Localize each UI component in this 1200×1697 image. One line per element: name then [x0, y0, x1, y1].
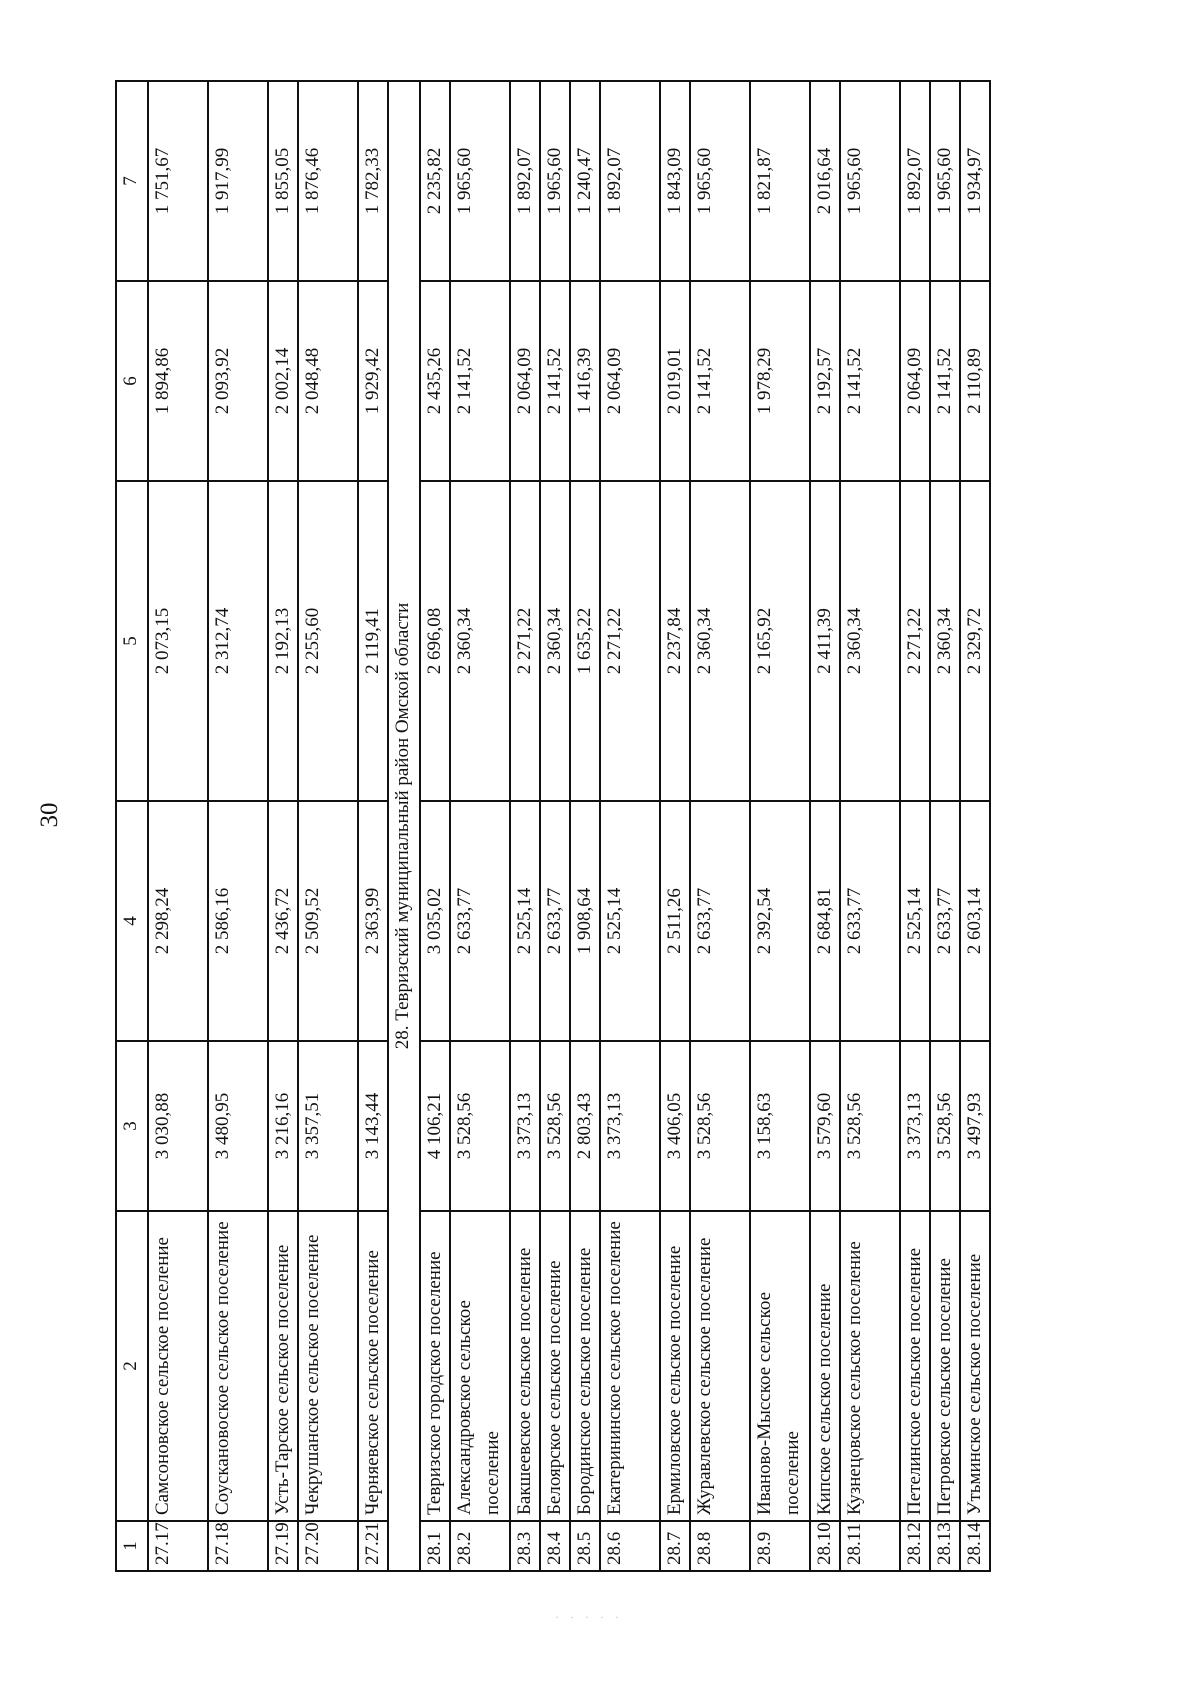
row-number: 27.21	[358, 1521, 388, 1571]
value-col-4: 2 525,14	[900, 801, 930, 1041]
value-col-5: 2 192,13	[268, 481, 298, 801]
value-col-6: 2 002,14	[268, 281, 298, 481]
rotated-table-container	[115, 82, 1065, 1572]
value-col-5: 2 360,34	[930, 481, 960, 801]
settlement-name: Петелинское сельское поселение	[900, 1211, 930, 1521]
value-col-5: 2 329,72	[960, 481, 990, 801]
settlement-name: Утьминское сельское поселение	[960, 1211, 990, 1521]
settlement-name: Петровское сельское поселение	[930, 1211, 960, 1521]
value-col-4: 2 525,14	[510, 801, 540, 1041]
value-col-3: 3 357,51	[298, 1041, 358, 1211]
value-col-6: 1 929,42	[358, 281, 388, 481]
value-col-5: 2 271,22	[510, 481, 540, 801]
value-col-3: 2 803,43	[570, 1041, 600, 1211]
value-col-4: 2 633,77	[930, 801, 960, 1041]
settlement-name: Белоярское сельское поселение	[540, 1211, 570, 1521]
row-number: 28.9	[750, 1521, 810, 1571]
value-col-4: 2 511,26	[660, 801, 690, 1041]
value-col-4: 2 509,52	[298, 801, 358, 1041]
value-col-4: 2 603,14	[960, 801, 990, 1041]
row-number: 28.1	[420, 1521, 450, 1571]
value-col-4: 2 363,99	[358, 801, 388, 1041]
value-col-4: 2 392,54	[750, 801, 810, 1041]
header-cell-3: 3	[116, 1041, 148, 1211]
row-number: 28.11	[840, 1521, 900, 1571]
table-row	[298, 81, 358, 1571]
value-col-5: 2 119,41	[358, 481, 388, 801]
value-col-3: 3 158,63	[750, 1041, 810, 1211]
header-cell-5: 5	[116, 481, 148, 801]
table-row	[570, 81, 600, 1571]
value-col-5: 2 312,74	[208, 481, 268, 801]
header-cell-6: 6	[116, 281, 148, 481]
table-row	[930, 81, 960, 1571]
value-col-3: 3 528,56	[930, 1041, 960, 1211]
value-col-4: 3 035,02	[420, 801, 450, 1041]
row-number: 28.14	[960, 1521, 990, 1571]
row-number: 28.4	[540, 1521, 570, 1571]
row-number: 27.17	[148, 1521, 208, 1571]
value-col-4: 2 633,77	[840, 801, 900, 1041]
value-col-4: 2 633,77	[540, 801, 570, 1041]
settlement-name: Черняевское сельское поселение	[358, 1211, 388, 1521]
value-col-6: 2 064,09	[600, 281, 660, 481]
table-row	[540, 81, 570, 1571]
value-col-3: 3 480,95	[208, 1041, 268, 1211]
value-col-3: 3 497,93	[960, 1041, 990, 1211]
table-row	[148, 81, 208, 1571]
value-col-5: 2 411,39	[810, 481, 840, 801]
row-number: 28.5	[570, 1521, 600, 1571]
value-col-5: 2 360,34	[840, 481, 900, 801]
table-row	[600, 81, 660, 1571]
settlement-name: Бородинское сельское поселение	[570, 1211, 600, 1521]
value-col-7: 1 751,67	[148, 81, 208, 281]
value-col-4: 2 684,81	[810, 801, 840, 1041]
value-col-5: 2 255,60	[298, 481, 358, 801]
table-row	[208, 81, 268, 1571]
row-number: 28.12	[900, 1521, 930, 1571]
row-number: 28.8	[690, 1521, 750, 1571]
page-number: 30	[36, 802, 63, 828]
value-col-7: 1 892,07	[510, 81, 540, 281]
value-col-6: 1 416,39	[570, 281, 600, 481]
value-col-3: 3 373,13	[600, 1041, 660, 1211]
value-col-3: 3 406,05	[660, 1041, 690, 1211]
value-col-7: 1 917,99	[208, 81, 268, 281]
table-row	[660, 81, 690, 1571]
value-col-6: 2 019,01	[660, 281, 690, 481]
section-title: 28. Тевризский муниципальный район Омской области	[388, 81, 420, 1571]
header-row	[116, 81, 148, 1571]
value-col-7: 1 934,97	[960, 81, 990, 281]
value-col-7: 1 965,60	[930, 81, 960, 281]
header-cell-7: 7	[116, 81, 148, 281]
table-row	[690, 81, 750, 1571]
value-col-6: 2 093,92	[208, 281, 268, 481]
value-col-3: 3 528,56	[450, 1041, 510, 1211]
value-col-7: 1 965,60	[540, 81, 570, 281]
table-row	[840, 81, 900, 1571]
table-row	[750, 81, 810, 1571]
value-col-7: 1 843,09	[660, 81, 690, 281]
table-row	[450, 81, 510, 1571]
row-number: 27.20	[298, 1521, 358, 1571]
value-col-6: 2 141,52	[930, 281, 960, 481]
value-col-6: 2 064,09	[900, 281, 930, 481]
value-col-6: 2 141,52	[450, 281, 510, 481]
value-col-6: 2 141,52	[840, 281, 900, 481]
table-body	[116, 81, 990, 1571]
settlement-name: Иваново-Мысское сельское поселение	[750, 1211, 810, 1521]
value-col-7: 2 016,64	[810, 81, 840, 281]
row-number: 27.18	[208, 1521, 268, 1571]
settlement-name: Самсоновское сельское поселение	[148, 1211, 208, 1521]
value-col-5: 2 360,34	[450, 481, 510, 801]
settlement-name: Чекрушанское сельское поселение	[298, 1211, 358, 1521]
settlement-name: Кипское сельское поселение	[810, 1211, 840, 1521]
value-col-7: 1 821,87	[750, 81, 810, 281]
scan-artifact: · · · · ·	[555, 1610, 623, 1624]
value-col-5: 1 635,22	[570, 481, 600, 801]
value-col-4: 2 633,77	[690, 801, 750, 1041]
value-col-3: 3 373,13	[510, 1041, 540, 1211]
value-col-6: 1 894,86	[148, 281, 208, 481]
value-col-6: 1 978,29	[750, 281, 810, 481]
row-number: 28.7	[660, 1521, 690, 1571]
value-col-5: 2 073,15	[148, 481, 208, 801]
value-col-5: 2 360,34	[540, 481, 570, 801]
value-col-4: 1 908,64	[570, 801, 600, 1041]
value-col-7: 2 235,82	[420, 81, 450, 281]
value-col-6: 2 064,09	[510, 281, 540, 481]
table-row	[810, 81, 840, 1571]
value-col-5: 2 165,92	[750, 481, 810, 801]
settlement-name: Усть-Тарское сельское поселение	[268, 1211, 298, 1521]
value-col-3: 3 143,44	[358, 1041, 388, 1211]
value-col-4: 2 586,16	[208, 801, 268, 1041]
value-col-3: 3 373,13	[900, 1041, 930, 1211]
value-col-7: 1 965,60	[840, 81, 900, 281]
value-col-7: 1 240,47	[570, 81, 600, 281]
value-col-3: 3 579,60	[810, 1041, 840, 1211]
value-col-3: 3 216,16	[268, 1041, 298, 1211]
value-col-5: 2 271,22	[600, 481, 660, 801]
value-col-3: 4 106,21	[420, 1041, 450, 1211]
settlement-name: Александровское сельское поселение	[450, 1211, 510, 1521]
value-col-5: 2 360,34	[690, 481, 750, 801]
value-col-6: 2 048,48	[298, 281, 358, 481]
value-col-4: 2 633,77	[450, 801, 510, 1041]
row-number: 28.3	[510, 1521, 540, 1571]
value-col-7: 1 965,60	[690, 81, 750, 281]
value-col-7: 1 965,60	[450, 81, 510, 281]
value-col-7: 1 876,46	[298, 81, 358, 281]
value-col-3: 3 528,56	[690, 1041, 750, 1211]
value-col-7: 1 855,05	[268, 81, 298, 281]
row-number: 28.10	[810, 1521, 840, 1571]
value-col-4: 2 436,72	[268, 801, 298, 1041]
table-row	[358, 81, 388, 1571]
value-col-6: 2 435,26	[420, 281, 450, 481]
table-row	[510, 81, 540, 1571]
table-row	[960, 81, 990, 1571]
value-col-5: 2 237,84	[660, 481, 690, 801]
table-row	[420, 81, 450, 1571]
header-cell-2: 2	[116, 1211, 148, 1521]
value-col-3: 3 030,88	[148, 1041, 208, 1211]
row-number: 27.19	[268, 1521, 298, 1571]
section-row	[388, 81, 420, 1571]
value-col-6: 2 192,57	[810, 281, 840, 481]
settlement-name: Екатерининское сельское поселение	[600, 1211, 660, 1521]
header-cell-4: 4	[116, 801, 148, 1041]
value-col-7: 1 782,33	[358, 81, 388, 281]
value-col-5: 2 271,22	[900, 481, 930, 801]
value-col-6: 2 110,89	[960, 281, 990, 481]
row-number: 28.2	[450, 1521, 510, 1571]
tariff-table	[115, 80, 991, 1572]
value-col-5: 2 696,08	[420, 481, 450, 801]
settlement-name: Бакшеевское сельское поселение	[510, 1211, 540, 1521]
value-col-3: 3 528,56	[540, 1041, 570, 1211]
row-number: 28.13	[930, 1521, 960, 1571]
settlement-name: Соусканово​ское сельское поселение	[208, 1211, 268, 1521]
rotated-table-wrapper	[115, 82, 1065, 1572]
value-col-6: 2 141,52	[540, 281, 570, 481]
value-col-4: 2 298,24	[148, 801, 208, 1041]
value-col-3: 3 528,56	[840, 1041, 900, 1211]
table-row	[268, 81, 298, 1571]
value-col-7: 1 892,07	[900, 81, 930, 281]
table-row	[900, 81, 930, 1571]
value-col-7: 1 892,07	[600, 81, 660, 281]
settlement-name: Тевризское городское поселение	[420, 1211, 450, 1521]
settlement-name: Кузнецовское сельское поселение	[840, 1211, 900, 1521]
header-cell-1: 1	[116, 1521, 148, 1571]
value-col-4: 2 525,14	[600, 801, 660, 1041]
value-col-6: 2 141,52	[690, 281, 750, 481]
settlement-name: Ермиловское сельское поселение	[660, 1211, 690, 1521]
row-number: 28.6	[600, 1521, 660, 1571]
settlement-name: Журавлевское сельское поселение	[690, 1211, 750, 1521]
